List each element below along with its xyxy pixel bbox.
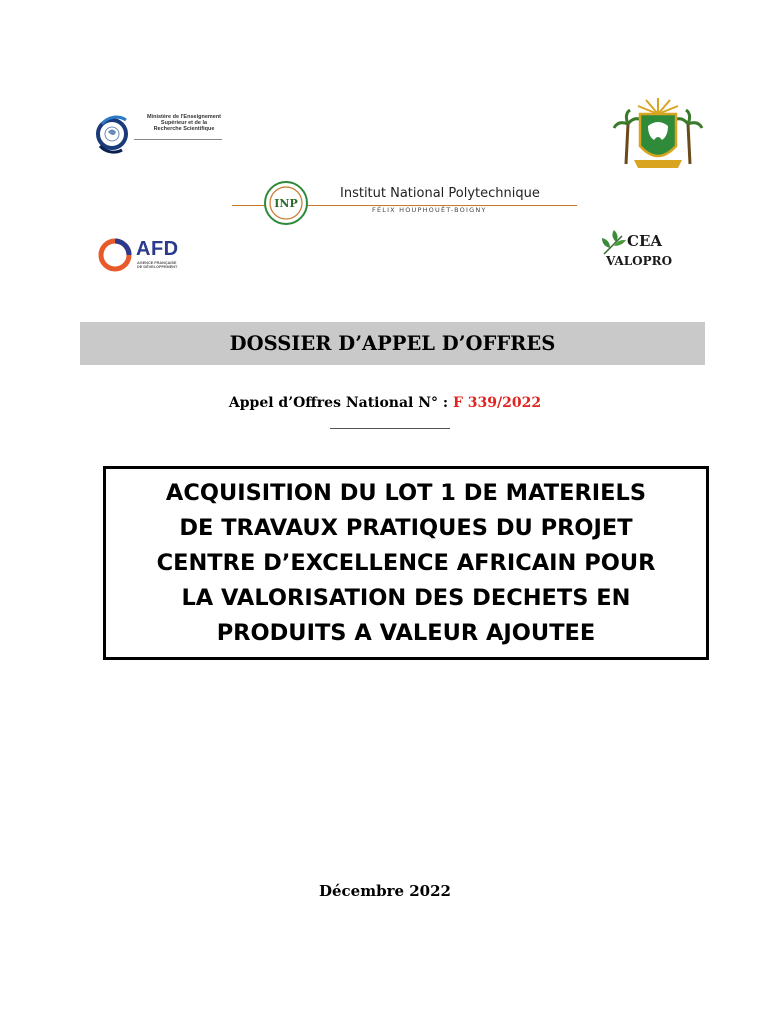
valopro-label: VALOPRO xyxy=(606,254,673,268)
cea-valopro-logo xyxy=(600,228,672,278)
cea-label: CEA xyxy=(627,232,663,250)
ministry-divider xyxy=(134,139,222,140)
ministry-line-3: Recherche Scientifique xyxy=(153,126,215,133)
document-heading-band xyxy=(80,322,705,365)
project-title-line-5: PRODUITS A VALEUR AJOUTEE xyxy=(216,619,596,646)
tender-number: F 339/2022 xyxy=(452,395,542,411)
project-title-box xyxy=(103,466,709,660)
tender-reference xyxy=(0,395,770,411)
afd-subtitle-line-1: AGENCE FRANÇAISE xyxy=(137,261,177,265)
ministry-name xyxy=(134,114,234,133)
project-title-line-4: LA VALORISATION DES DECHETS EN xyxy=(181,584,631,611)
project-title xyxy=(153,476,660,651)
tender-underline xyxy=(330,428,450,429)
coat-of-arms-icon xyxy=(612,94,704,174)
tender-label: Appel d’Offres National N° : xyxy=(228,395,453,411)
document-heading: DOSSIER D’APPEL D’OFFRES xyxy=(229,332,556,355)
afd-name: AFD xyxy=(136,238,179,260)
ministry-emblem-icon xyxy=(92,108,136,158)
document-date: Décembre 2022 xyxy=(318,882,451,900)
project-title-line-1: ACQUISITION DU LOT 1 DE MATERIELS xyxy=(165,479,647,506)
project-title-line-2: DE TRAVAUX PRATIQUES DU PROJET xyxy=(179,514,633,541)
inp-subtitle: FÉLIX HOUPHOUËT-BOIGNY xyxy=(372,206,487,214)
afd-subtitle xyxy=(137,261,177,270)
afd-logo xyxy=(98,237,198,273)
inp-emblem-icon xyxy=(262,180,310,226)
ministry-logo xyxy=(92,108,227,158)
ministry-line-1: Ministère de l'Enseignement xyxy=(146,114,222,120)
afd-subtitle-line-2: DE DÉVELOPPEMENT xyxy=(137,265,178,270)
inp-title: Institut National Polytechnique xyxy=(340,186,540,201)
afd-circle-icon xyxy=(98,237,134,273)
inp-emblem-text: INP xyxy=(274,197,298,210)
project-title-line-3: CENTRE D’EXCELLENCE AFRICAIN POUR xyxy=(156,549,656,576)
ministry-line-2: Supérieur et de la xyxy=(160,120,208,127)
